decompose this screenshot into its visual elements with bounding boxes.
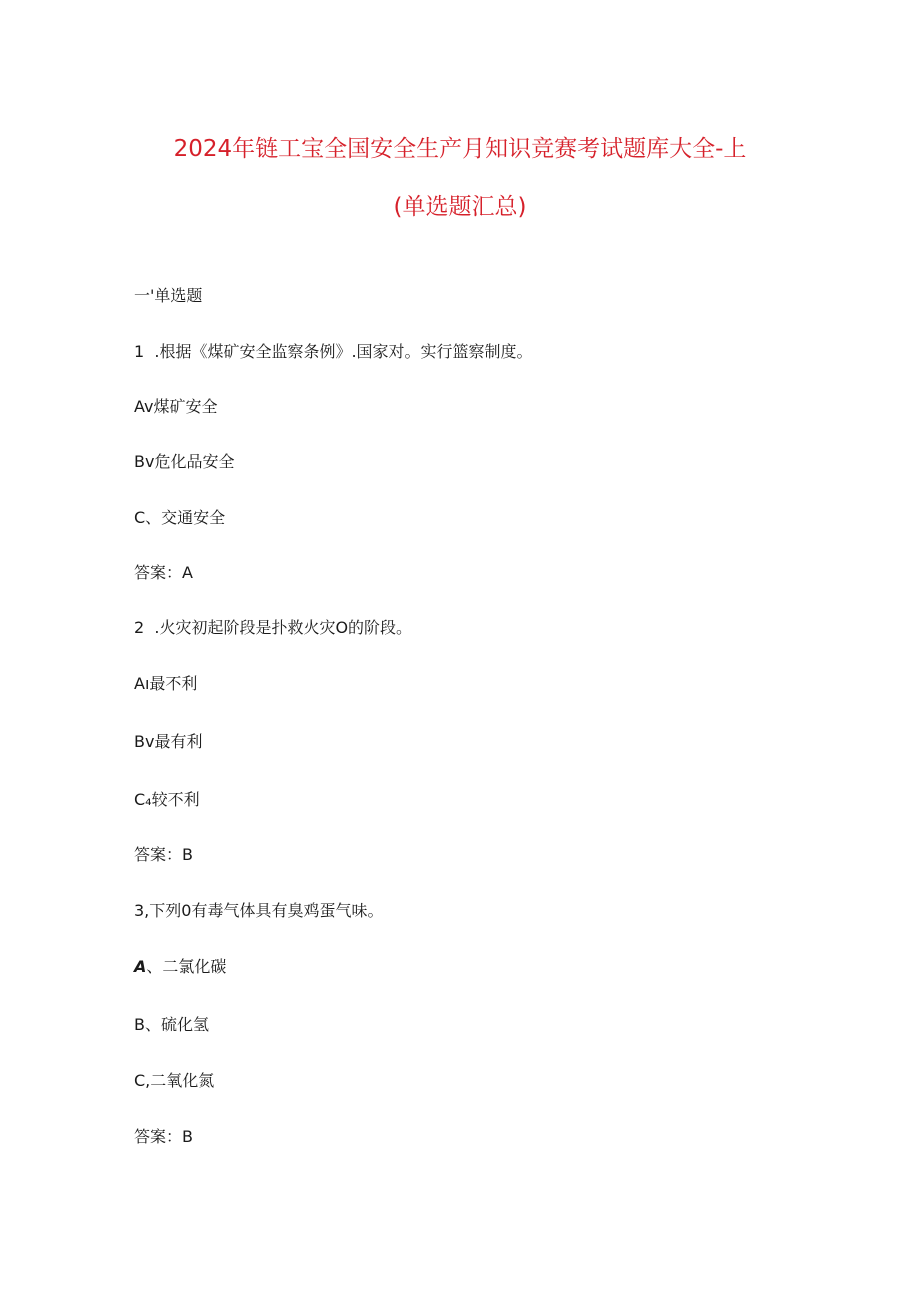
question-stem: 2 .火灾初起阶段是扑救火灾O的阶段。	[134, 618, 413, 637]
question-option	[134, 957, 226, 977]
question-option: Aı最不利	[134, 674, 198, 693]
question-option: C₄较不利	[134, 790, 200, 809]
question-option: C,二氧化氮	[134, 1071, 215, 1090]
question-stem: 1 .根据《煤矿安全监察条例》.国家对。实行篮察制度。	[134, 342, 533, 361]
option-text: 、二氯化碳	[146, 957, 227, 976]
section-heading: 一'单选题	[134, 286, 203, 305]
question-stem: 3,下列0有毒气体具有臭鸡蛋气味。	[134, 901, 384, 920]
document-subtitle: (单选题汇总)	[393, 194, 527, 220]
question-option: Av煤矿安全	[134, 397, 218, 416]
option-letter: A	[134, 957, 147, 976]
question-option: Bv危化品安全	[134, 452, 235, 471]
question-answer: 答案：A	[134, 563, 193, 582]
document-title: 2024年链工宝全国安全生产月知识竞赛考试题库大全-上	[173, 136, 747, 162]
question-option: B、硫化氢	[134, 1015, 209, 1034]
question-answer: 答案：B	[134, 1127, 193, 1146]
question-answer: 答案：B	[134, 845, 193, 864]
question-option: C、交通安全	[134, 508, 226, 527]
question-option: Bv最有利	[134, 732, 203, 751]
